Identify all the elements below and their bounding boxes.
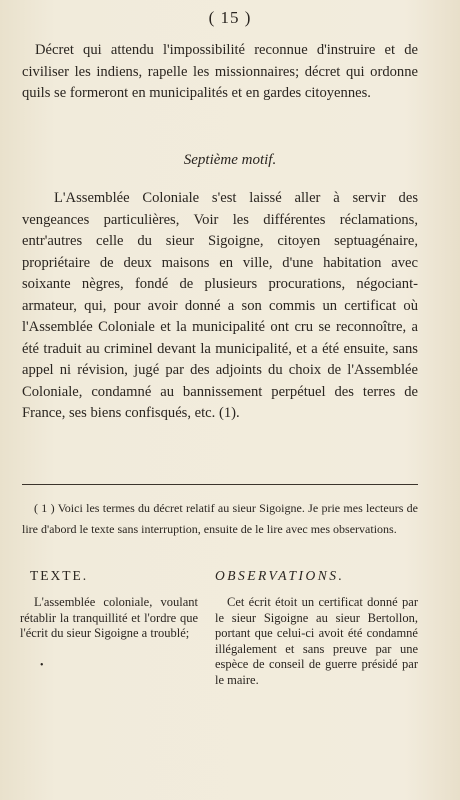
text-column-heading: TEXTE. [30, 568, 89, 583]
footnote-divider [22, 484, 418, 485]
page-number: ( 15 ) [208, 8, 252, 27]
paragraph-seventh-motive: L'Assemblée Coloniale s'est laissé aller à servir des vengeances particulières, Voir les différentes réclamations, entr'autres celle du sieur Sigoigne, citoyen septuagénaire, propriétaire de deux maisons en ville, d'une habitation avec soixante nègres, fondé de plusieurs procurations, négociant-armateur, qui, pour avoir donné a son commis un certificat où l'Assemblée Coloniale et la municipalité ont cru se reconnoître, a été traduit au criminel devant la municipalité, et a été ensuite, sans appel ni révision, jugé par des adjoints du choix de l'Assemblée Coloniale, condamné au bannissement perpétuel des terres de France, ses biens confisqués, etc. (1). [22, 190, 418, 421]
footnote: ( 1 ) Voici les termes du décret relatif au sieur Sigoigne. Je prie mes lecteurs de lire d'abord le texte sans interruption, ensuite de le lire avec mes observations. [22, 501, 418, 536]
paragraph-decrees: Décret qui attendu l'impossibilité reconnue d'instruire et de civiliser les indiens, rapelle les missionnaires; décret qui ordonne quils se formeront en municipalités et en gardes citoyennes. [22, 42, 418, 101]
observations-column-heading: OBSERVATIONS. [215, 568, 345, 583]
section-heading: Septième motif. [183, 152, 277, 168]
ink-speck: • [40, 660, 44, 671]
observations-column-body: Cet écrit étoit un certificat donné par le sieur Sigoigne au sieur Bertollon, portant que celui-ci avoit été condamné illégalement et sans preuve par une espèce de conseil de guerre présidé par le maire. [215, 595, 418, 687]
text-column-body: L'assemblée coloniale, voulant rétablir la tranquillité et l'ordre que l'écrit du sieur Sigoigne a troublé; [20, 595, 198, 640]
